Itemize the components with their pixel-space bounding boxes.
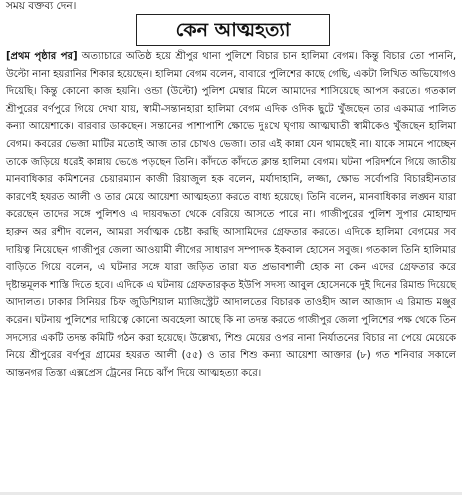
article-headline: কেন আত্মহত্যা xyxy=(136,14,330,46)
previous-article-tail: সময় বক্তব্য দেন। xyxy=(6,0,77,12)
article-paragraph xyxy=(6,48,456,382)
article-text: অত্যাচারে অতিষ্ঠ হয়ে শ্রীপুর থানা পুলিশে বিচার চান হালিমা বেগম। কিন্তু বিচার তো পাননি, উল্টো নানা হয়রানির শিকার হয়েছেন। হালিমা বেগম বলেন, বাবারে পুলিশের কাছে গেছি, একটা লিখিত অভিযোগও দিয়েছি। কিন্তু কোনো কাজ হয়নি। ওন্ডা (উল্টো) পুলিশ মেম্বার মিলে আমাদের শাসিয়েছে আপস করতে। গতকাল শ্রীপুরের বর্ণপুরে গিয়ে দেখা যায়, স্বামী-সন্তানহারা হালিমা বেগম এদিক ওদিক ছুটে খুঁজছেন তার একমাত্র পালিত কন্যা আয়েশাকে। বারবার ডাকছেন। সন্তানের পাশাপাশি ক্ষোভে দুঃখে ঘৃণায় আত্মঘাতী স্বামীকেও খুঁজছেন হালিমা বেগম। কবরের ভেজা মাটির মতোই আজ তার চোখও ভেজা। তার এই কান্না যেন থামছেই না। যাকে সামনে পাচ্ছেন তাকে জড়িয়ে ধরেই কান্নায় ভেঙে পড়ছেন তিনি। কাঁদতে কাঁদতে ক্লান্ত হালিমা বেগম। ঘটনা পরিদর্শনে গিয়ে জাতীয় মানবাধিকার কমিশনের চেয়ারম্যান কাজী রিয়াজুল হক বলেন, মর্যাদাহানি, লজ্জা, ক্ষোভ সর্বোপরি বিচারহীনতার কারণেই হযরত আলী ও তার মেয়ে আয়েশা আত্মহত্যা করতে বাধ্য হয়েছে। তিনি বলেন, মানবাধিকার লঙ্ঘন যারা করেছেন তাদের সঙ্গে পুলিশও এ দায়বদ্ধতা থেকে বেরিয়ে আসতে পারে না। গাজীপুরের পুলিশ সুপার মোহাম্মদ হারুন অর রশীদ বলেন, আমরা সর্বাত্মক চেষ্টা করছি আসামিদের গ্রেফতার করতে। এদিকে হালিমা বেগমের সব দায়িত্ব নিয়েছেন গাজীপুর জেলা আওয়ামী লীগের সাধারণ সম্পাদক ইকবাল হোসেন সবুজ। গতকাল তিনি হালিমার বাড়িতে গিয়ে বলেন, এ ঘটনার সঙ্গে যারা জড়িত তারা যত প্রভাবশালী হোক না কেন এদের গ্রেফতার করে দৃষ্টান্তমূলক শাস্তি দিতে হবে। এদিকে এ ঘটনায় গ্রেফতারকৃত ইউপি সদস্য আবুল হোসেনকে দুই দিনের রিমান্ড দিয়েছে আদালত। ঢাকার সিনিয়র চিফ জুডিশিয়াল ম্যাজিস্ট্রেট আদালতের বিচারক তাওহীদ আল আজাদ এ রিমান্ড মঞ্জুর করেন। ঘটনায় পুলিশের দায়িত্বে কোনো অবহেলা আছে কি না তদন্ত করতে গাজীপুর জেলা পুলিশের পক্ষ থেকে তিন সদস্যের একটি তদন্ত কমিটি গঠন করা হয়েছে। উল্লেখ্য, শিশু মেয়ের ওপর নানা নির্যাতনের বিচার না পেয়ে মেয়েকে নিয়ে শ্রীপুরের বর্ণপুর গ্রামের হযরত আলী (৫৫) ও তার শিশু কন্যা আয়েশা আক্তার (৮) গত শনিবার সকালে আন্তনগর তিস্তা এক্সপ্রেস ট্রেনের নিচে ঝাঁপ দিয়ে আত্মহত্যা করে। xyxy=(6,51,457,379)
article-body xyxy=(6,48,456,382)
continuation-tag: [প্রথম পৃষ্ঠার পর] xyxy=(6,51,78,62)
